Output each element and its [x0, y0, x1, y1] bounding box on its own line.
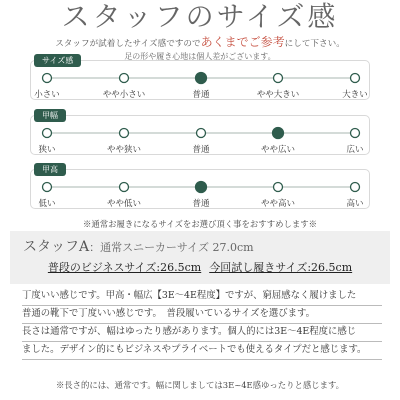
- scale-point: [274, 74, 283, 83]
- footer-note: ※長さ的には、通常です。幅に関しましては3E~4E感ゆったりと感じます。: [55, 380, 345, 390]
- scale-label: 普通: [192, 199, 210, 209]
- staff-detail: ：通常スニーカーサイズ 27.0cm: [89, 241, 254, 254]
- staff-sizes: [10, 259, 390, 275]
- scale-label: やや高い: [260, 199, 295, 209]
- scale-label: 広い: [346, 145, 364, 155]
- scale-point-selected: [273, 128, 284, 139]
- page-title: スタッフのサイズ感: [61, 0, 339, 33]
- scale-point: [120, 74, 129, 83]
- staff-heading: [23, 236, 254, 256]
- scale-point: [43, 183, 52, 192]
- comment-line: 普通の靴下で丁度いい感じです。 普段履いているサイズを選びます。: [22, 308, 316, 319]
- business-size: 普段のビジネスサイズ:26.5cm: [47, 261, 202, 274]
- staff-info-box: [10, 231, 390, 284]
- staff-name: スタッフA: [23, 239, 90, 255]
- intro-line-1: [0, 35, 400, 51]
- intro-emphasis: あくまでご参考: [200, 35, 285, 49]
- comment-line: 丁度いい感じです。甲高・幅広【3E～4E程度】ですが、窮屈感なく履けました: [22, 290, 357, 301]
- scale-badge: 甲高: [34, 163, 66, 176]
- scale-label: やや大きい: [256, 90, 300, 100]
- scale-point-selected: [196, 73, 207, 84]
- scale-label: やや狭い: [106, 145, 141, 155]
- scale-badge: 甲幅: [34, 109, 66, 122]
- scale-badge: サイズ感: [34, 54, 81, 67]
- trial-size: 今回試し履きサイズ:26.5cm: [209, 261, 353, 274]
- scale-label: 小さい: [34, 90, 60, 100]
- intro-line-2: 足の形や履き心地は個人差がございます。: [124, 52, 276, 61]
- scale-track: [0, 163, 400, 221]
- scale-point: [197, 129, 206, 138]
- scale-point: [274, 183, 283, 192]
- scale-label: 低い: [38, 199, 56, 209]
- comment-line: ました。デザイン的にもビジネスやプライベートでも使えるタイプだと感じます。: [22, 344, 367, 355]
- comment-line: 長さは通常ですが、幅はゆったり感があります。個人的には3E～4E程度に感じ: [22, 326, 357, 337]
- scale-label: やや低い: [106, 199, 141, 209]
- scale-label: 狭い: [38, 145, 56, 155]
- scale-point: [351, 74, 360, 83]
- scale-label: 高い: [346, 199, 364, 209]
- divider: [22, 359, 382, 360]
- scale-instep-width: [0, 109, 400, 167]
- intro-text-pre: スタッフが試着したサイズ感ですので: [55, 39, 201, 49]
- scale-label: 普通: [192, 145, 210, 155]
- recommendation-note: ※通常お履きになるサイズをお選び頂く事をおすすめします※: [83, 219, 317, 229]
- staff-comments: [22, 288, 382, 360]
- scale-point-selected: [196, 182, 207, 193]
- scale-track: [0, 54, 400, 112]
- scale-size-feel: [0, 54, 400, 112]
- scale-label: 大きい: [342, 90, 368, 100]
- scale-point: [43, 74, 52, 83]
- scale-track: [0, 109, 400, 167]
- scale-point: [351, 129, 360, 138]
- intro-text-post: にして下さい。: [284, 39, 345, 49]
- scale-point: [120, 183, 129, 192]
- scale-point: [120, 129, 129, 138]
- scale-instep-height: [0, 163, 400, 221]
- scale-label: やや小さい: [102, 90, 146, 100]
- scale-label: やや広い: [260, 145, 295, 155]
- scale-label: 普通: [192, 90, 210, 100]
- scale-point: [351, 183, 360, 192]
- scale-point: [43, 129, 52, 138]
